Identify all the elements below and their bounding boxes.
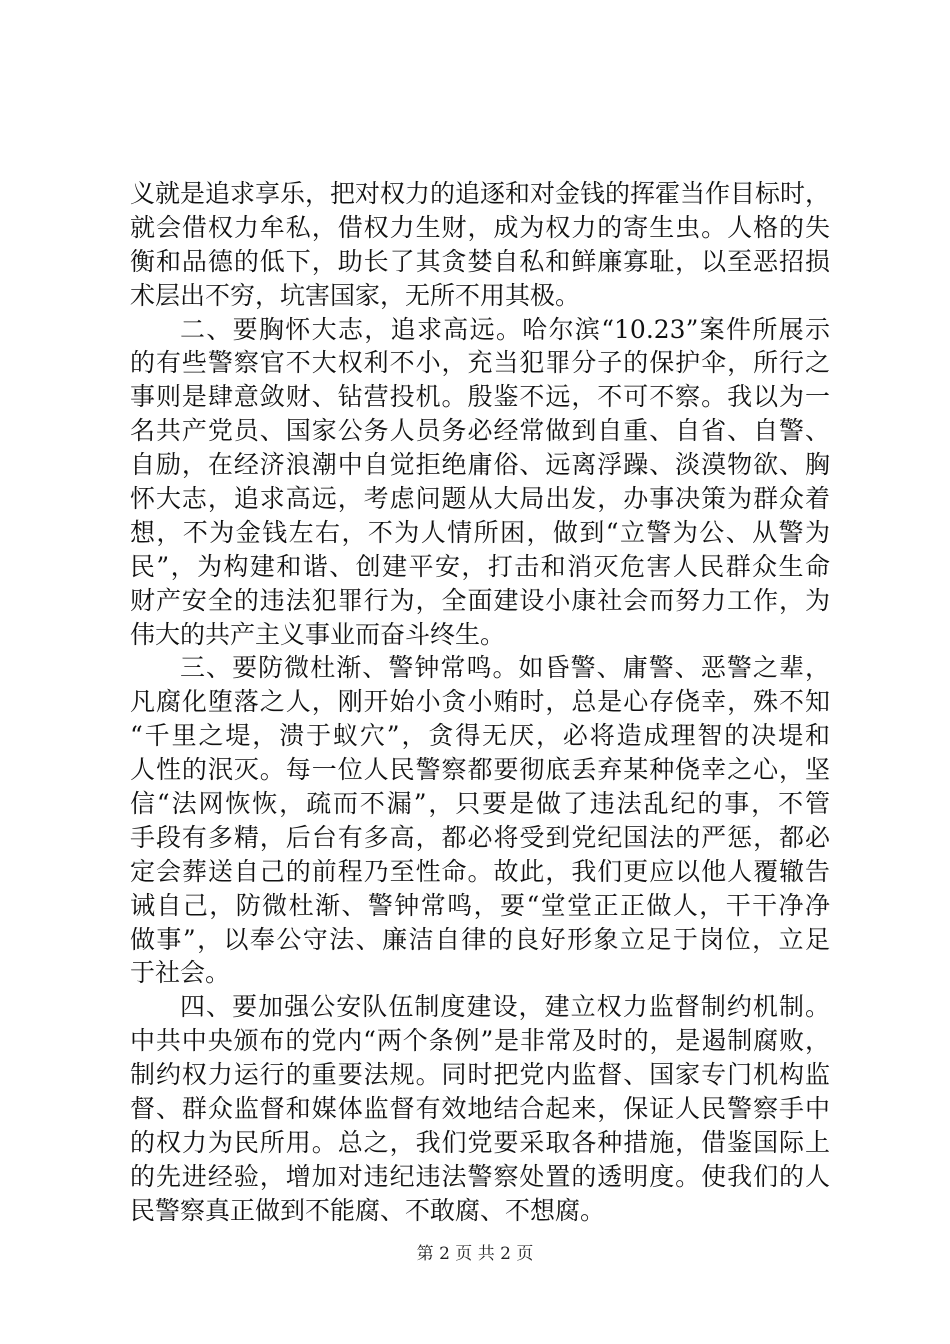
- text-line: 就会借权力牟私，借权力生财，成为权力的寄生虫。人格的失: [130, 212, 830, 242]
- text-line: “千里之堤，溃于蚁穴”，贪得无厌，必将造成理智的决堤和: [130, 721, 830, 751]
- text-line: 三、要防微杜渐、警钟常鸣。如昏警、庸警、恶警之辈，: [180, 653, 830, 683]
- text-line: 中共中央颁布的党内“两个条例”是非常及时的，是遏制腐败，: [130, 1026, 830, 1056]
- text-line: 诫自己，防微杜渐、警钟常鸣，要“堂堂正正做人，干干净净: [130, 890, 830, 920]
- text-line: 衡和品德的低下，助长了其贪婪自私和鲜廉寡耻，以至恶招损: [130, 246, 830, 276]
- text-line: 怀大志，追求高远，考虑问题从大局出发，办事决策为群众着: [130, 484, 830, 514]
- text-line: 术层出不穷，坑害国家，无所不用其极。: [130, 280, 581, 310]
- text-line: 伟大的共产主义事业而奋斗终生。: [130, 619, 506, 649]
- text-line: 手段有多精，后台有多高，都必将受到党纪国法的严惩，都必: [130, 822, 830, 852]
- document-body: [130, 177, 830, 1228]
- text-line: 的有些警察官不大权利不小，充当犯罪分子的保护伞，所行之: [130, 348, 830, 378]
- text-line: 凡腐化堕落之人，刚开始小贪小贿时，总是心存侥幸，殊不知: [130, 687, 830, 717]
- text-line: 的先进经验，增加对违纪违法警察处置的透明度。使我们的人: [130, 1161, 830, 1191]
- text-line: 做事”，以奉公守法、廉洁自律的良好形象立足于岗位，立足: [130, 924, 830, 954]
- text-line: 名共产党员、国家公务人员务必经常做到自重、自省、自警、: [130, 416, 830, 446]
- text-line: 民”，为构建和谐、创建平安，打击和消灭危害人民群众生命: [130, 551, 830, 581]
- text-line: 人性的泯灭。每一位人民警察都要彻底丢弃某种侥幸之心，坚: [130, 755, 830, 785]
- text-line: 民警察真正做到不能腐、不敢腐、不想腐。: [130, 1195, 606, 1225]
- text-line: 四、要加强公安队伍制度建设，建立权力监督制约机制。: [180, 992, 830, 1022]
- text-line: 事则是肆意敛财、钻营投机。殷鉴不远，不可不察。我以为一: [130, 382, 830, 412]
- text-line: 二、要胸怀大志，追求高远。哈尔滨“10.23”案件所展示: [180, 314, 830, 344]
- text-line: 定会葬送自己的前程乃至性命。故此，我们更应以他人覆辙告: [130, 856, 830, 886]
- text-line: 的权力为民所用。总之，我们党要采取各种措施，借鉴国际上: [130, 1127, 830, 1157]
- text-line: 信“法网恢恢，疏而不漏”，只要是做了违法乱纪的事，不管: [130, 789, 830, 819]
- text-line: 义就是追求享乐，把对权力的追逐和对金钱的挥霍当作目标时，: [130, 179, 831, 208]
- text-line: 自励，在经济浪潮中自觉拒绝庸俗、远离浮躁、淡漠物欲、胸: [130, 450, 830, 480]
- text-line: 于社会。: [130, 958, 231, 988]
- text-line: 制约权力运行的重要法规。同时把党内监督、国家专门机构监: [130, 1060, 830, 1090]
- text-line: 督、群众监督和媒体监督有效地结合起来，保证人民警察手中: [130, 1094, 830, 1124]
- text-line: 财产安全的违法犯罪行为，全面建设小康社会而努力工作，为: [130, 585, 830, 615]
- text-line: 想，不为金钱左右，不为人情所困，做到“立警为公、从警为: [130, 517, 830, 547]
- page-footer: 第 2 页 共 2 页: [416, 1244, 534, 1264]
